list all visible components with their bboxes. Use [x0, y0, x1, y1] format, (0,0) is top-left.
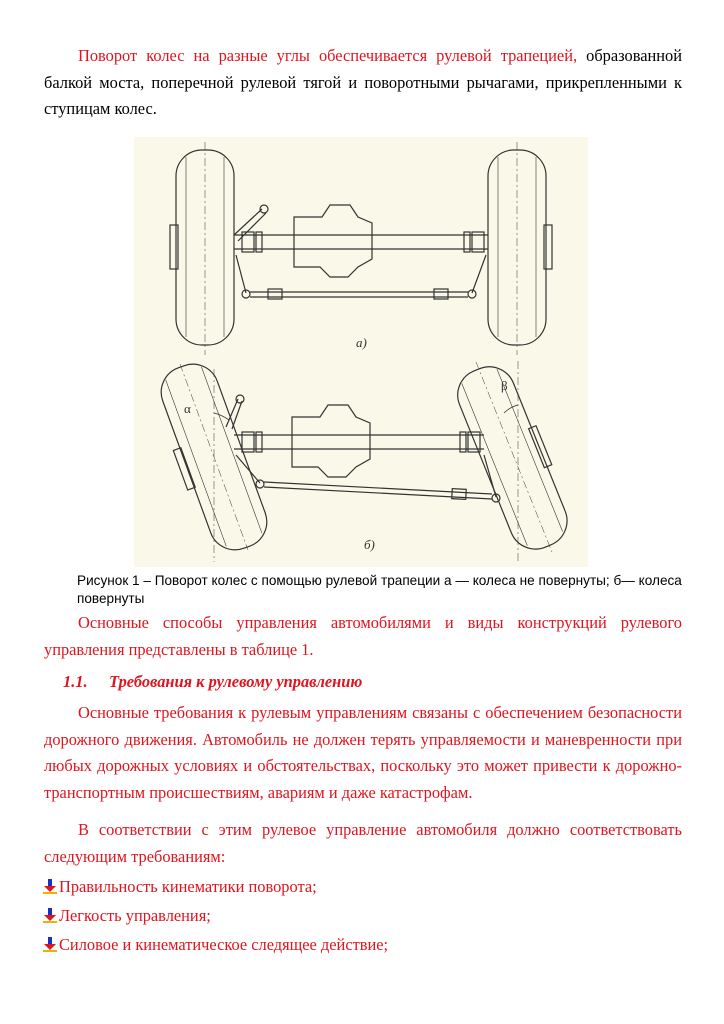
intro-black-text: образованной балкой моста, поперечной рулевой тягой и поворотными рычагами, прикрепленными к ступицам колес. [44, 46, 683, 118]
differential-b [292, 405, 370, 477]
alpha-label: α [184, 401, 191, 416]
steering-diagram [134, 137, 588, 567]
tie-rod-b [264, 482, 492, 494]
paragraph-tables-reference: Основные способы управления автомобилями и виды конструкций рулевого управления представлены в таблице 1. [44, 613, 682, 659]
arrow-down-icon [42, 907, 58, 928]
arrow-down-icon [42, 936, 58, 957]
label-a: а) [356, 335, 367, 350]
section-title: Требования к рулевому управлению [109, 672, 363, 691]
list-item-text: Легкость управления; [59, 906, 211, 925]
paragraph-accordance: В соответствии с этим рулевое управление автомобиля должно соответствовать следующим требованиям: [44, 820, 682, 866]
section-heading [63, 672, 362, 692]
list-item-text: Правильность кинематики поворота; [59, 877, 317, 896]
beta-label: β [501, 378, 508, 393]
intro-paragraph [44, 43, 682, 123]
diagram-a [170, 142, 552, 355]
arrow-down-icon [42, 878, 58, 899]
differential-a [294, 205, 372, 277]
left-hub-a [170, 225, 178, 269]
section-number: 1.1. [63, 672, 88, 691]
figure-caption: Рисунок 1 – Поворот колес с помощью рулевой трапеции а — колеса не повернуты; б— колеса повернуты [77, 573, 682, 606]
intro-red-text: Поворот колес на разные углы обеспечивается рулевой трапецией, [78, 46, 578, 65]
right-wheel-b [450, 359, 575, 557]
list-item-text: Силовое и кинематическое следящее действие; [59, 935, 389, 954]
paragraph-requirements: Основные требования к рулевым управлениям связаны с обеспечением безопасности дорожного движения. Автомобиль не должен терять управляемости и маневренности при любых дорожных условиях и обстоятельствах, поскольку это может привести к дорожно-транспортным происшествиям, авариям и даже катастрофам. [44, 703, 682, 802]
steering-trapezoid-figure [134, 137, 588, 567]
label-b: б) [364, 537, 375, 552]
list-item [42, 935, 388, 957]
list-item [42, 906, 211, 928]
right-hub-a [544, 225, 552, 269]
diagram-b [147, 357, 579, 562]
list-item [42, 877, 317, 899]
